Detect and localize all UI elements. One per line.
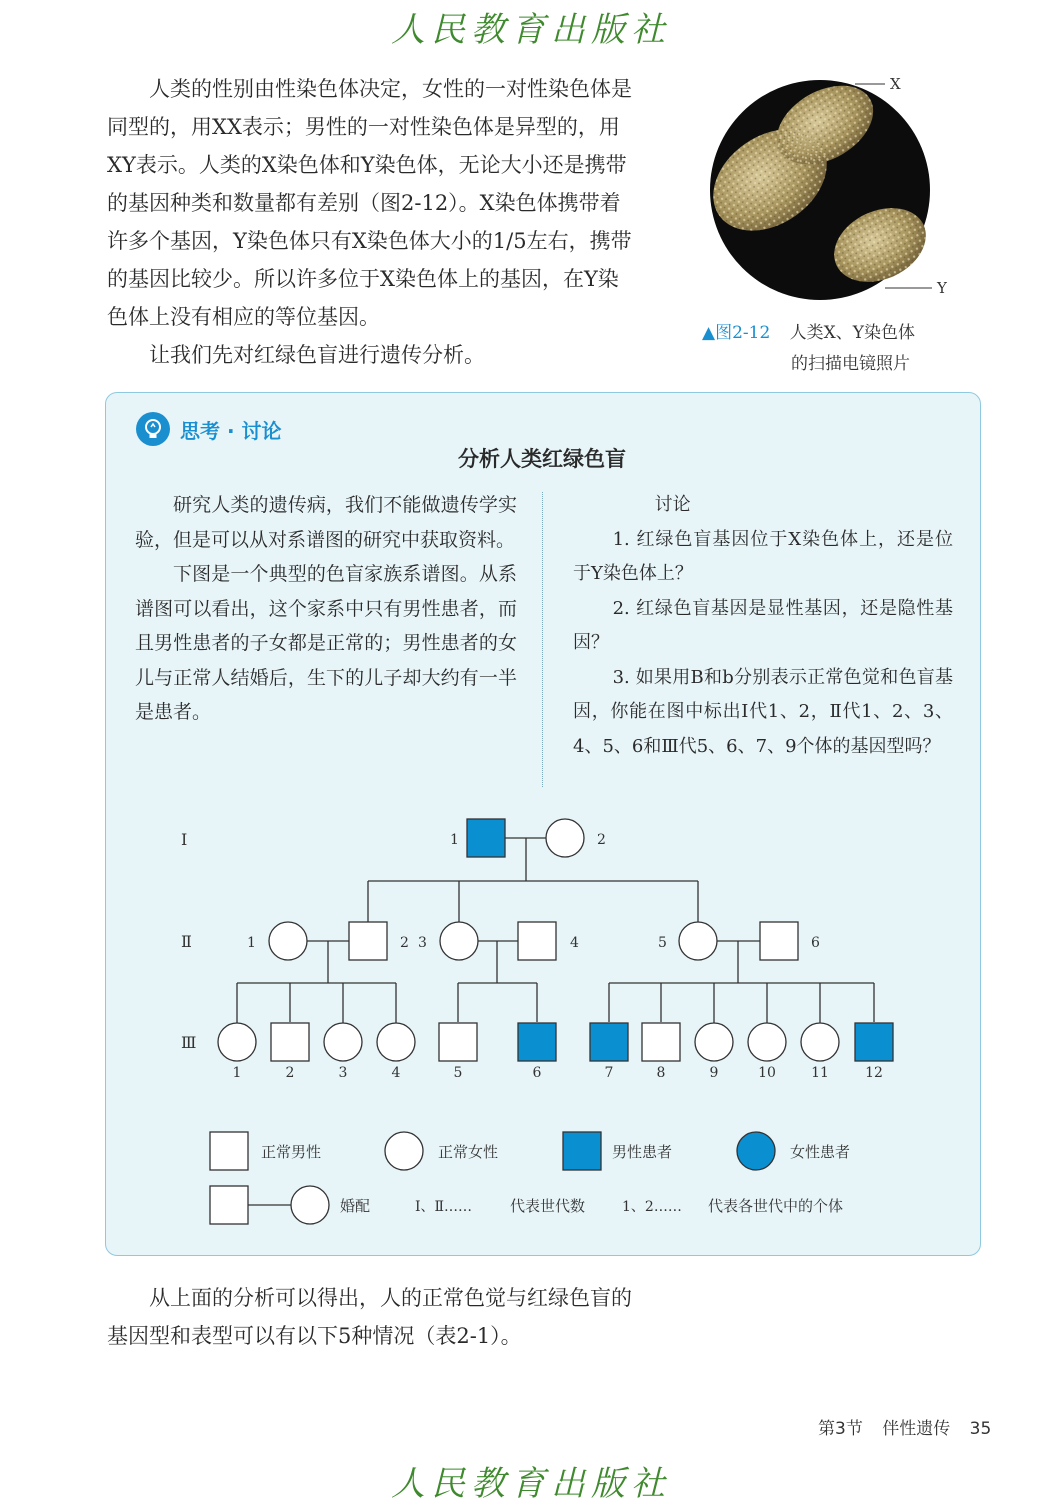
pedigree-gen3-individual-1-female [218, 1023, 256, 1061]
page-number: 35 [969, 1419, 992, 1439]
pedigree-gen3-number: 5 [453, 1065, 463, 1081]
discussion-heading: 讨论 [654, 494, 691, 515]
pedigree-gen2-number: 4 [570, 935, 579, 951]
question-3: 3. 如果用B和b分别表示正常色觉和色盲基因，你能在图中标出Ⅰ代1、2，Ⅱ代1、2、3、4、5、6和Ⅲ代5、6、7、9个体的基因型吗？ [573, 666, 953, 757]
pedigree-gen2-individual-5-female [679, 922, 717, 960]
pedigree-gen3-number: 3 [338, 1065, 348, 1081]
pedigree-gen2-number: 5 [658, 935, 667, 951]
pedigree-gen2-number: 6 [811, 935, 820, 951]
intro-line: 让我们先对红绿色盲进行遗传分析。 [149, 343, 485, 367]
pedigree-gen3-number: 8 [656, 1065, 666, 1081]
pedigree-gen3-individual-2-male [271, 1023, 309, 1061]
legend-affected-female-symbol [737, 1132, 775, 1170]
box-paragraph: 研究人类的遗传病，我们不能做遗传学实验，但是可以从对系谱图的研究中获取资料。 [135, 494, 517, 551]
caption-line-1: 人类X、Y染色体 [789, 323, 915, 343]
pedigree-gen3-number: 10 [758, 1065, 776, 1081]
pedigree-gen3-individual-12-male-affected [855, 1023, 893, 1061]
publisher-watermark-bottom: 人民教育出版社 [391, 1464, 671, 1504]
pedigree-gen1-number: 2 [597, 832, 606, 848]
pedigree-gen1-number: 1 [450, 832, 459, 848]
pedigree-gen1-individual-1-male-affected [467, 819, 505, 857]
generation-label: Ⅰ [181, 830, 188, 849]
generation-label: Ⅲ [181, 1033, 197, 1052]
intro-line: 的基因比较少。所以许多位于X染色体上的基因，在Y染 [107, 267, 619, 291]
pedigree-gen3-individual-7-male-affected [590, 1023, 628, 1061]
footer-section-title: 伴性遗传 [882, 1419, 951, 1439]
legend-generation-meaning: 代表世代数 [510, 1197, 586, 1215]
legend-normal-female: 正常女性 [438, 1143, 499, 1161]
pedigree-gen2-individual-4-male [518, 922, 556, 960]
question-2: 2. 红绿色盲基因是显性基因，还是隐性基因？ [573, 597, 953, 653]
pedigree-gen3-individual-8-male [642, 1023, 680, 1061]
pedigree-gen2-individual-6-male [760, 922, 798, 960]
pedigree-gen3-number: 1 [232, 1065, 242, 1081]
legend-generation-symbol: Ⅰ、Ⅱ…… [415, 1199, 473, 1215]
box-paragraph: 下图是一个典型的色盲家族系谱图。从系谱图可以看出，这个家系中只有男性患者，而且男性患者的子女都是正常的；男性患者的女儿与正常人结婚后，生下的儿子却大约有一半是患者。 [135, 563, 517, 723]
caption-number: ▲图2-12 [702, 323, 771, 343]
box-left-column [135, 488, 517, 730]
generation-label: Ⅱ [181, 932, 192, 951]
pedigree-gen3-number: 7 [604, 1065, 614, 1081]
question-1: 1. 红绿色盲基因位于X染色体上，还是位于Y染色体上？ [573, 528, 953, 584]
chromosome-photo [700, 70, 960, 310]
discussion-column [573, 488, 953, 764]
legend-marriage-female-symbol [291, 1186, 329, 1224]
pedigree-gen2-individual-3-female [440, 922, 478, 960]
pedigree-lines [237, 838, 874, 1205]
pedigree-chart [105, 800, 979, 1244]
pedigree-gen3-number: 6 [532, 1065, 542, 1081]
pedigree-gen2-individual-2-male [349, 922, 387, 960]
pedigree-gen3-individual-5-male [439, 1023, 477, 1061]
legend-normal-male: 正常男性 [261, 1143, 322, 1161]
intro-line: XY表示。人类的X染色体和Y染色体，无论大小还是携带 [107, 153, 627, 177]
label-y: Y [937, 279, 947, 297]
pedigree-gen2-number: 1 [247, 935, 256, 951]
column-divider [542, 492, 543, 787]
pedigree-gen3-individual-6-male-affected [518, 1023, 556, 1061]
label-x: X [890, 75, 901, 93]
pedigree-legend [210, 1132, 850, 1224]
legend-normal-female-symbol [385, 1132, 423, 1170]
legend-marriage: 婚配 [340, 1197, 371, 1215]
pedigree-gen3-individual-9-female [695, 1023, 733, 1061]
legend-individual-symbol: 1、2…… [622, 1199, 682, 1215]
legend-affected-male-symbol [563, 1132, 601, 1170]
intro-line: 同型的，用XX表示；男性的一对性染色体是异型的，用 [107, 115, 620, 139]
intro-line: 色体上没有相应的等位基因。 [107, 305, 380, 329]
pedigree-gen3-number: 12 [865, 1065, 883, 1081]
caption-line-2: 的扫描电镜照片 [791, 354, 910, 374]
legend-affected-female: 女性患者 [790, 1143, 851, 1161]
pedigree-gen3-individual-3-female [324, 1023, 362, 1061]
conclusion-text [107, 1279, 667, 1355]
pedigree-gen3-individual-4-female [377, 1023, 415, 1061]
pedigree-gen2-individual-1-female [269, 922, 307, 960]
intro-line: 人类的性别由性染色体决定，女性的一对性染色体是 [149, 77, 632, 101]
pedigree-gen2-number: 2 [400, 935, 409, 951]
box-title: 分析人类红绿色盲 [458, 447, 626, 471]
legend-individual-meaning: 代表各世代中的个体 [708, 1197, 844, 1215]
legend-marriage-male-symbol [210, 1186, 248, 1224]
footer-section: 第3节 [818, 1419, 863, 1439]
pedigree-gen3-individual-10-female [748, 1023, 786, 1061]
intro-line: 的基因种类和数量都有差别（图2-12）。X染色体携带着 [107, 191, 621, 215]
intro-text [107, 70, 667, 374]
pedigree-gen3-number: 4 [391, 1065, 401, 1081]
conclusion-line: 基因型和表型可以有以下5种情况（表2-1）。 [107, 1324, 522, 1348]
legend-affected-male: 男性患者 [612, 1143, 673, 1161]
figure-caption [702, 318, 915, 380]
pedigree-gen2-number: 3 [418, 935, 427, 951]
pedigree-gen3-number: 11 [811, 1065, 829, 1081]
page-footer [818, 1414, 991, 1439]
conclusion-line: 从上面的分析可以得出，人的正常色觉与红绿色盲的 [149, 1286, 632, 1310]
publisher-watermark-top: 人民教育出版社 [391, 10, 671, 50]
lightbulb-icon [135, 411, 171, 447]
think-discuss-label: 思考 · 讨论 [180, 419, 282, 443]
pedigree-gen1-individual-2-female [546, 819, 584, 857]
pedigree-gen3-individual-11-female [801, 1023, 839, 1061]
pedigree-gen3-number: 9 [709, 1065, 719, 1081]
pedigree-gen3-number: 2 [285, 1065, 295, 1081]
intro-line: 许多个基因，Y染色体只有X染色体大小的1/5左右，携带 [107, 229, 632, 253]
legend-normal-male-symbol [210, 1132, 248, 1170]
